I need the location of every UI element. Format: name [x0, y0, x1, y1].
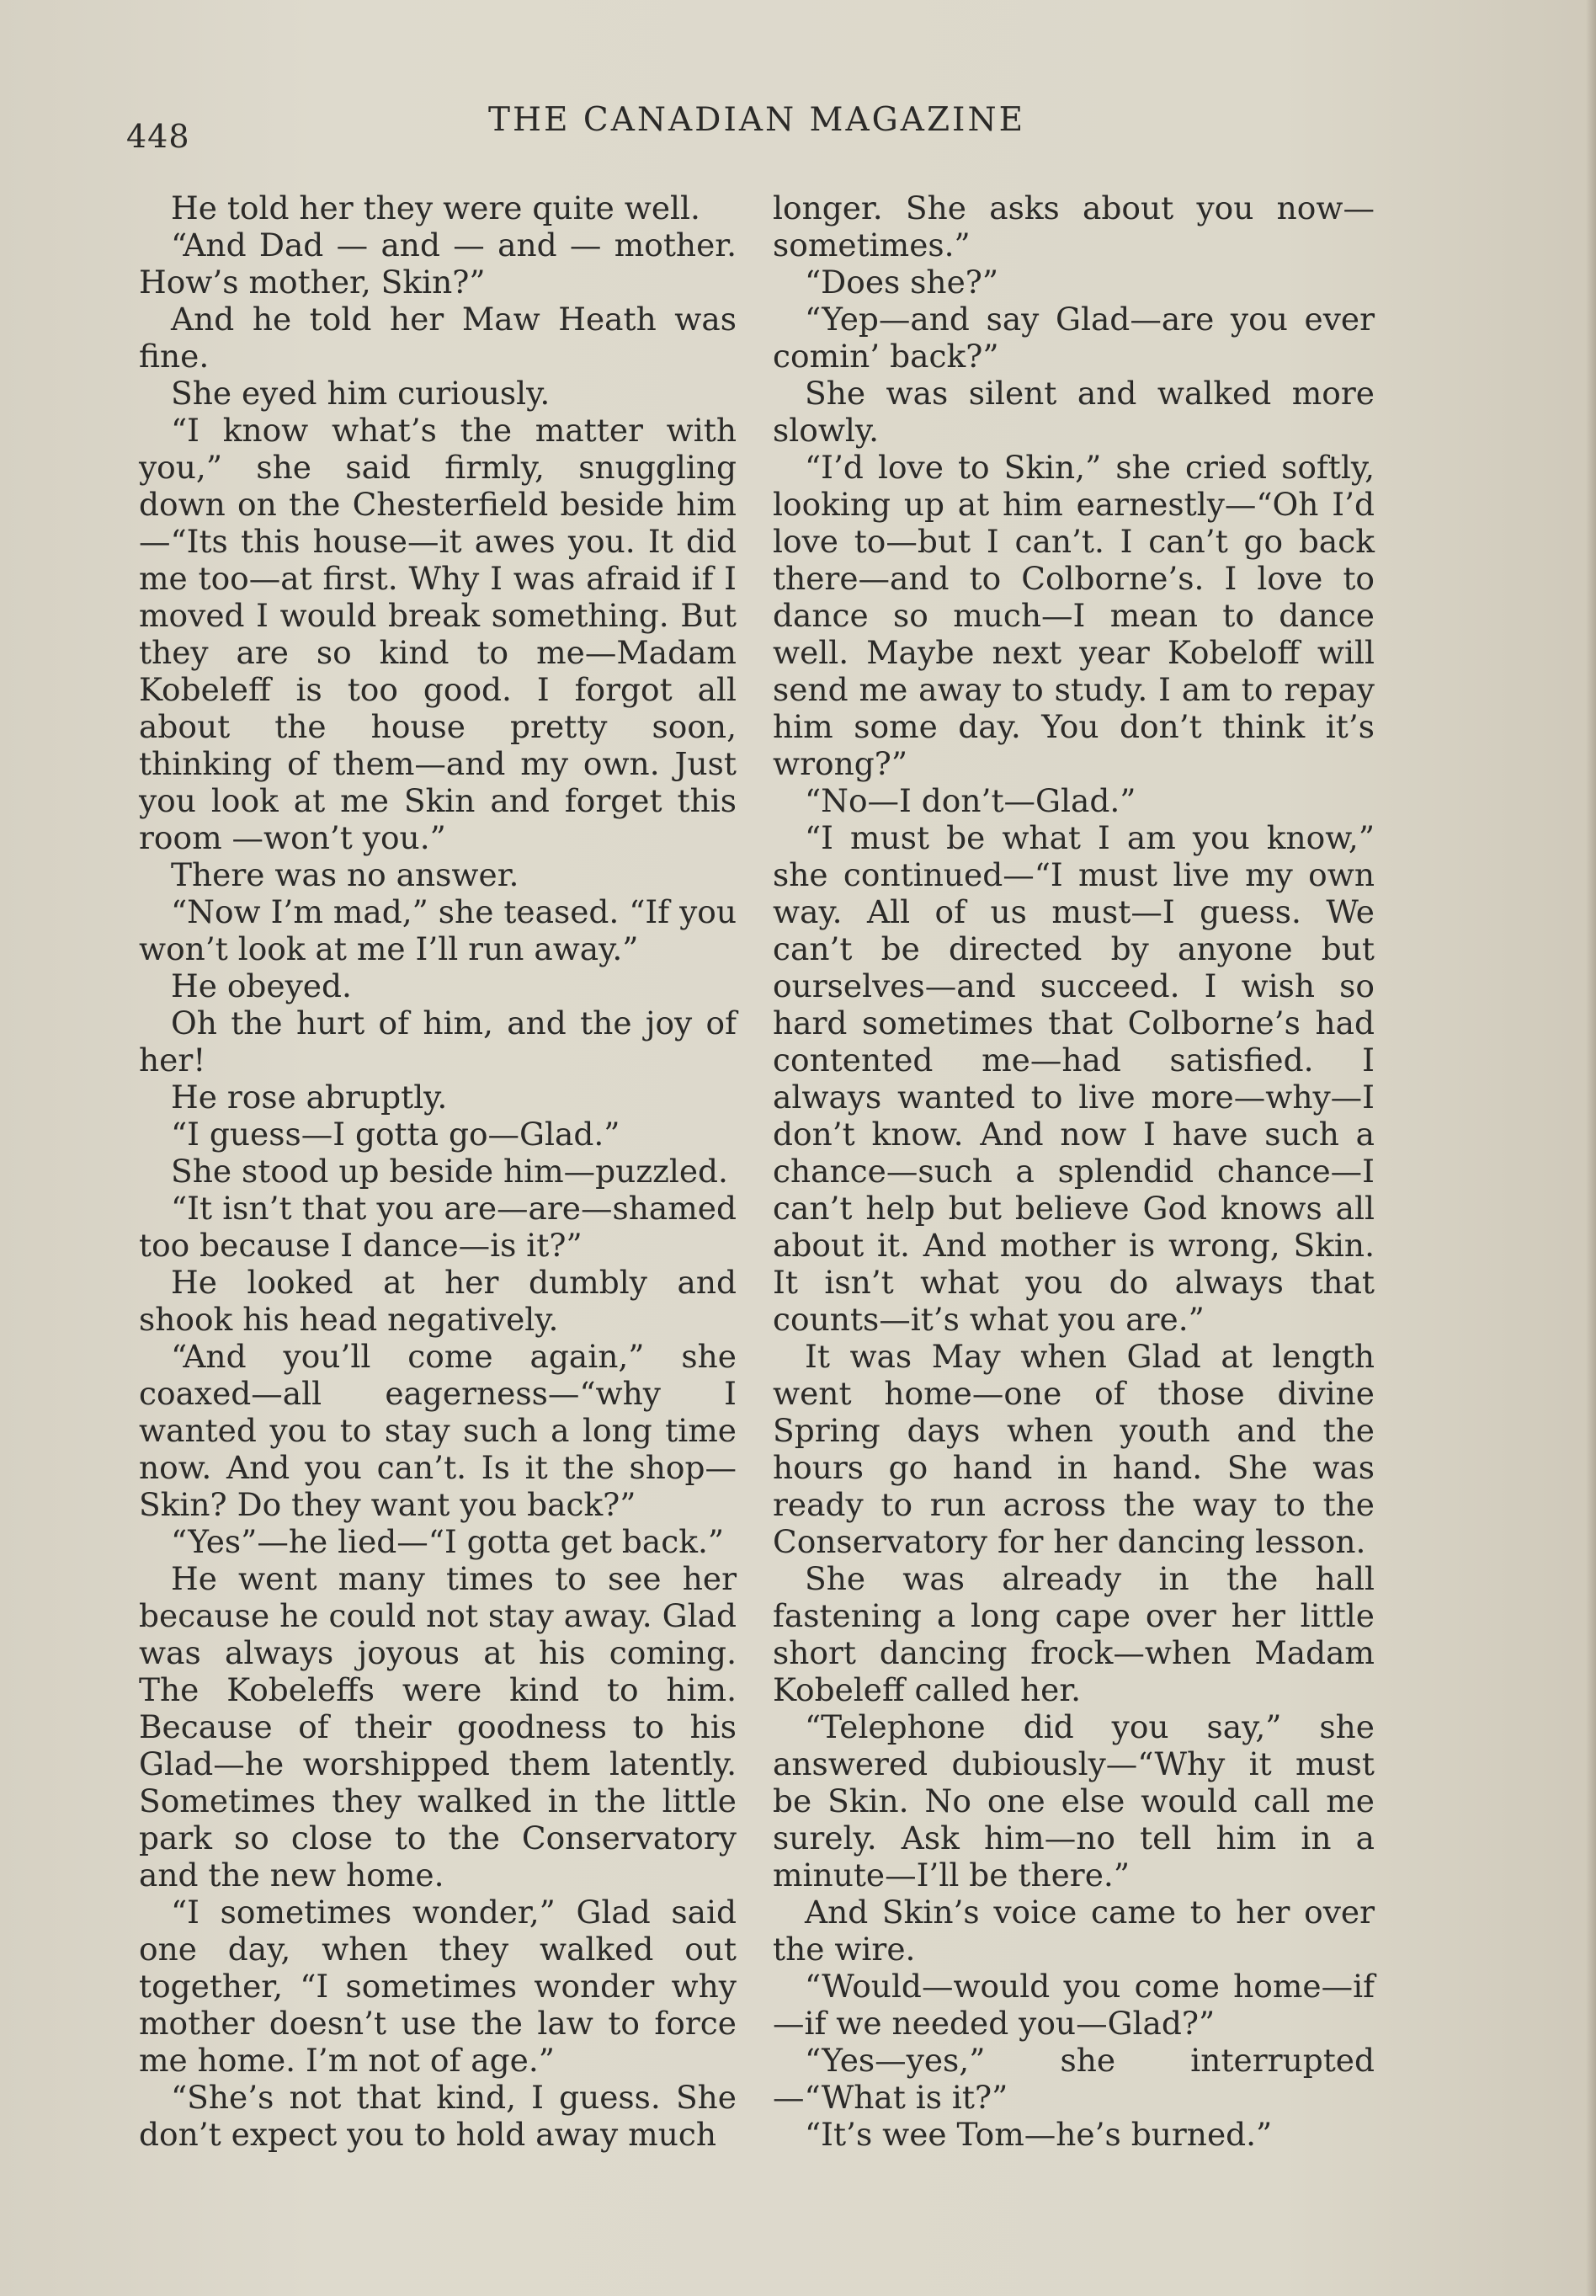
paragraph: She eyed him curiously. [171, 375, 551, 412]
paragraph: “I’d love to Skin,” she cried softly, looking up at him earnestly—“Oh I’d love to—but I can’t. I can’t go back there—and to Colborne’s. I love to dance so much—I mean to dance well. Maybe next year Kobeloff will send me away to study. I am to repay him some day. You don’t think it’s wrong?” [773, 449, 1375, 782]
paragraph: He told her they were quite well. [171, 189, 700, 226]
paragraph: “Now I’m mad,” she teased. “If you won’t look at me I’ll run away.” [139, 893, 737, 967]
paragraph: “It’s wee Tom—he’s burned.” [805, 2116, 1273, 2153]
paragraph: “Yes—yes,” she interrupted —“What is it?” [773, 2042, 1375, 2116]
page-number: 448 [126, 118, 190, 155]
paragraph: There was no answer. [171, 856, 519, 893]
paragraph: “I know what’s the matter with you,” she said firmly, snuggling down on the Chesterfield beside him—“Its this house—it awes you. It did me too—at first. Why I was afraid if I moved I would break something. But they are so kind to me—Madam Kobeleff is too good. I forgot all about the house pretty soon, thinking of them—and my own. Just you look at me Skin and forget this room —won’t you.” [139, 412, 737, 856]
paragraph: And Skin’s voice came to her over the wire. [773, 1894, 1375, 1968]
paragraph: It was May when Glad at length went home—one of those divine Spring days when youth and the hours go hand in hand. She was ready to run across the way to the Conservatory for her dancing lesson. [773, 1338, 1375, 1560]
page-edge-shadow [1586, 0, 1596, 2296]
paragraph: “Does she?” [805, 264, 999, 301]
paragraph: And he told her Maw Heath was fine. [139, 301, 737, 375]
right-column [773, 189, 1375, 2153]
paragraph: “She’s not that kind, I guess. She don’t expect you to hold away much [139, 2079, 737, 2153]
paragraph: He rose abruptly. [171, 1079, 448, 1116]
paragraph: “I must be what I am you know,” she continued—“I must live my own way. All of us must—I guess. We can’t be directed by anyone but ourselves—and succeed. I wish so hard sometimes that Colborne’s had contented me—had satisfied. I always wanted to live more—why—I don’t know. And now I have such a chance—such a splendid chance—I can’t help but believe God knows all about it. And mother is wrong, Skin. It isn’t what you do always that counts—it’s what you are.” [773, 819, 1375, 1338]
paragraph: She stood up beside him—puzzled. [171, 1153, 728, 1190]
paragraph: “No—I don’t—Glad.” [805, 782, 1136, 819]
paragraph: “It isn’t that you are—are—shamed too because I dance—is it?” [139, 1190, 737, 1264]
paragraph: “I guess—I gotta go—Glad.” [171, 1116, 620, 1153]
paragraph: Oh the hurt of him, and the joy of her! [139, 1004, 737, 1079]
running-head: THE CANADIAN MAGAZINE [488, 101, 1026, 139]
left-column [139, 189, 737, 2153]
paragraph: He looked at her dumbly and shook his head negatively. [139, 1264, 737, 1338]
paragraph: “Telephone did you say,” she answered dubiously—“Why it must be Skin. No one else would call me surely. Ask him—no tell him in a minute—I’ll be there.” [773, 1708, 1375, 1894]
page-header [118, 101, 1482, 168]
paragraph: “I sometimes wonder,” Glad said one day, when they walked out together, “I sometimes wonder why mother doesn’t use the law to force me home. I’m not of age.” [139, 1894, 737, 2079]
paragraph: She was silent and walked more slowly. [773, 375, 1375, 449]
paragraph: “And Dad — and — and — mother. How’s mother, Skin?” [139, 226, 737, 301]
paragraph: “Yep—and say Glad—are you ever comin’ back?” [773, 301, 1375, 375]
paragraph: He obeyed. [171, 967, 352, 1004]
paragraph: She was already in the hall fastening a long cape over her little short dancing frock—when Madam Kobeleff called her. [773, 1560, 1375, 1708]
paragraph: He went many times to see her because he could not stay away. Glad was always joyous at his coming. The Kobeleffs were kind to him. Because of their goodness to his Glad—he worshipped them latently. Sometimes they walked in the little park so close to the Conservatory and the new home. [139, 1560, 737, 1894]
paragraph: “Would—would you come home—if—if we needed you—Glad?” [773, 1968, 1375, 2042]
paragraph: “Yes”—he lied—“I gotta get back.” [171, 1523, 725, 1560]
paragraph: “And you’ll come again,” she coaxed—all eagerness—“why I wanted you to stay such a long time now. And you can’t. Is it the shop—Skin? Do they want you back?” [139, 1338, 737, 1523]
paragraph: longer. She asks about you now—sometimes.” [773, 189, 1375, 264]
